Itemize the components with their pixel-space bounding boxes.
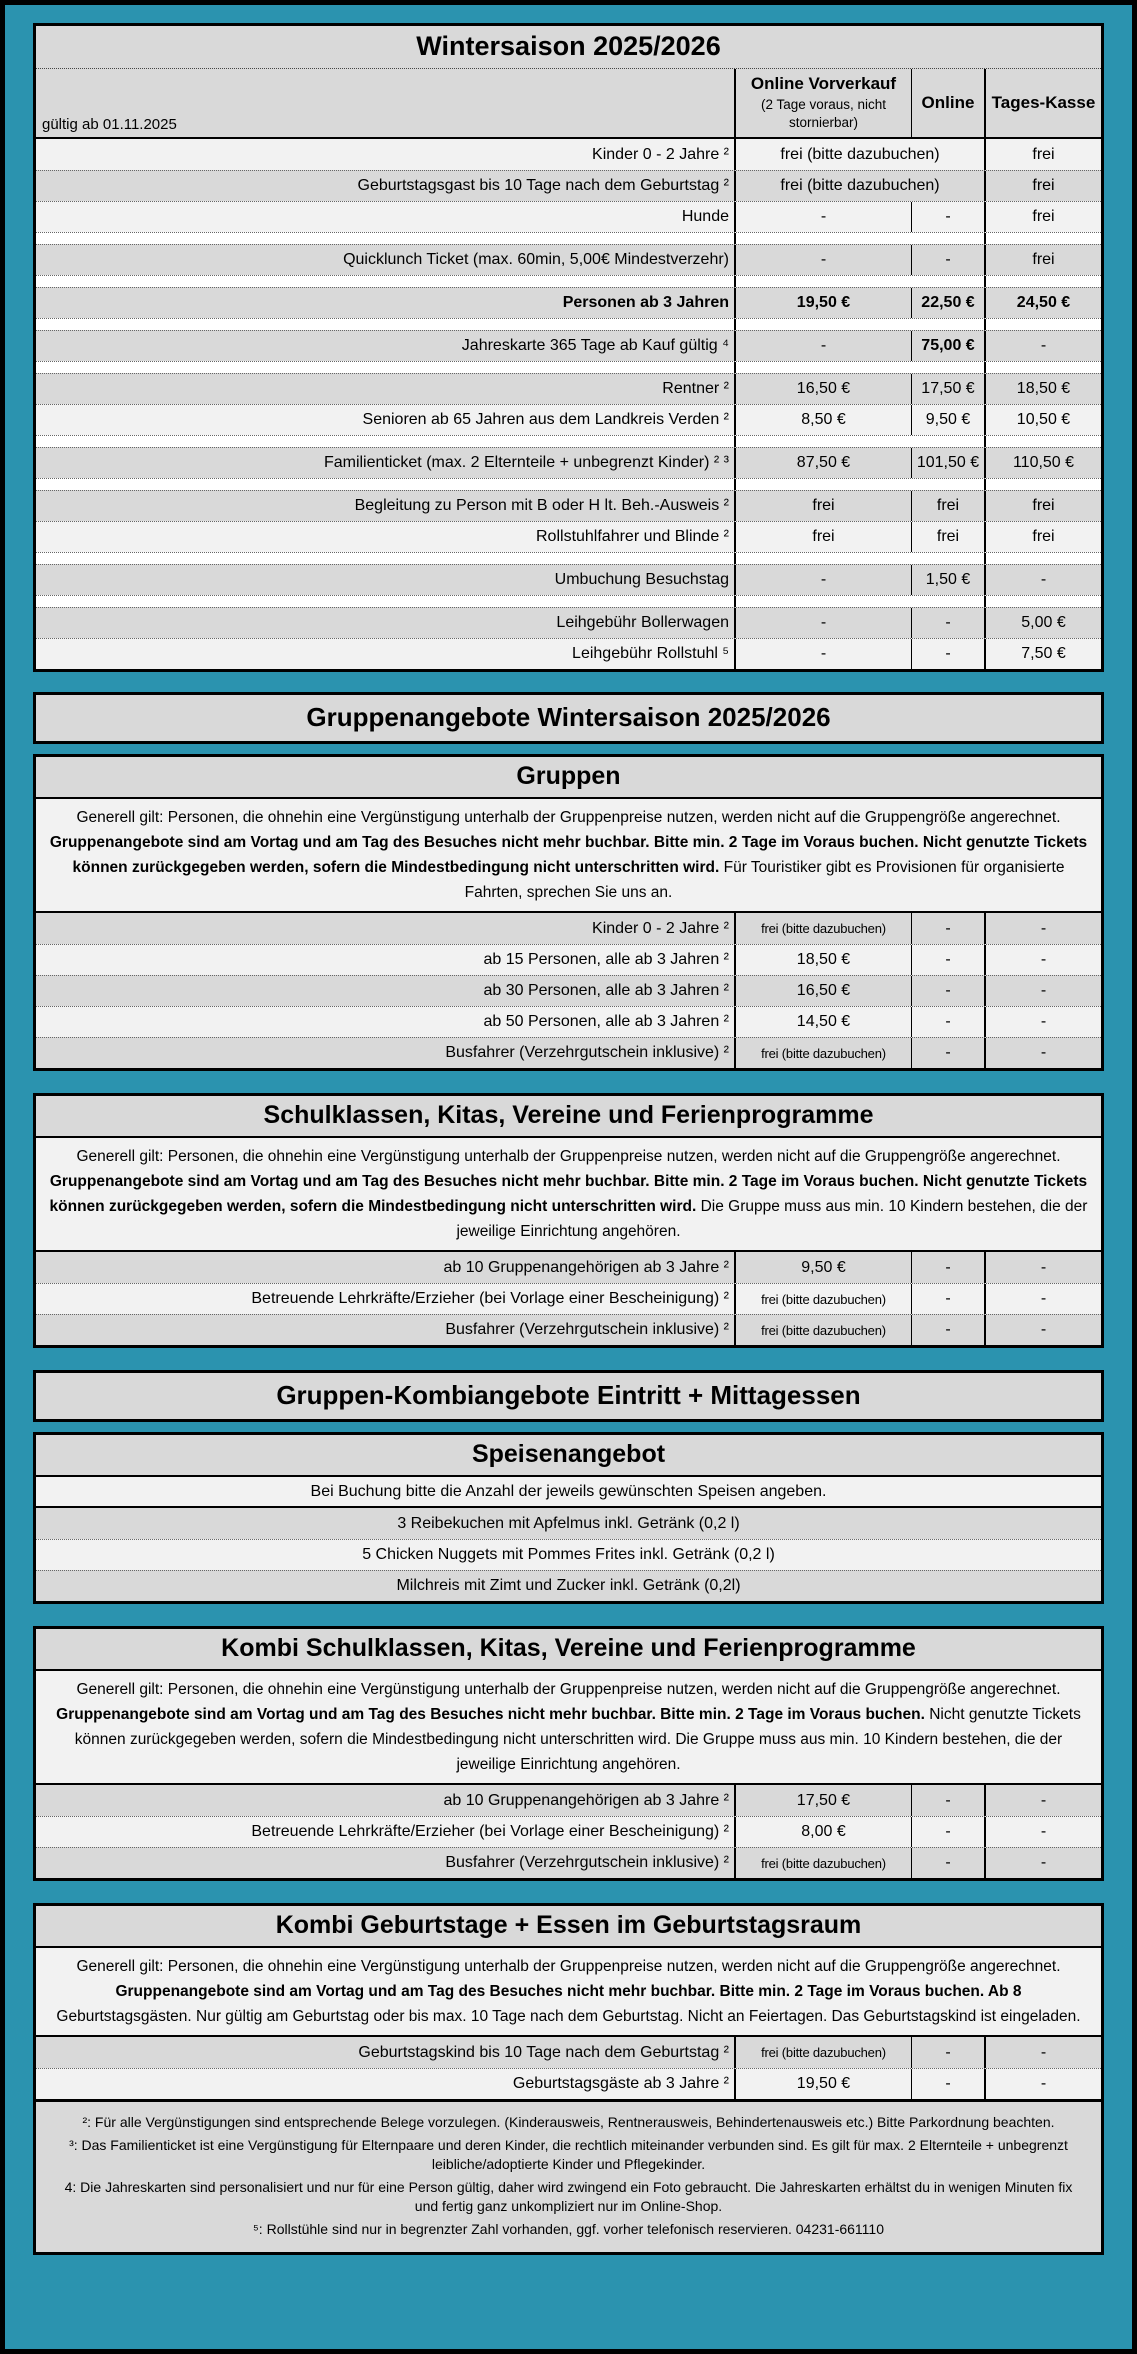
spacer-merged — [734, 479, 984, 490]
section-kombi-schulklassen-rows — [36, 1785, 1101, 1878]
price-online: - — [911, 202, 984, 232]
price-row — [36, 2037, 1101, 2068]
valid-from-note: gültig ab 01.11.2025 — [42, 116, 177, 133]
column-header-online-presale-title: Online Vorverkauf — [750, 74, 897, 94]
row-label: ab 10 Gruppenangehörigen ab 3 Jahre ² — [443, 1258, 729, 1276]
price-presale: 19,50 € — [734, 288, 911, 318]
spacer-merged — [734, 276, 984, 287]
spacer-box-office — [984, 479, 1101, 490]
spacer-row — [36, 318, 1101, 330]
price-box-office: - — [984, 565, 1101, 595]
menu-item: 5 Chicken Nuggets mit Pommes Frites inkl. Getränk (0,2 l) — [36, 1539, 1101, 1570]
price-box-office: - — [984, 1817, 1101, 1847]
section-speisenangebot-title: Speisenangebot — [36, 1435, 1101, 1477]
spacer-row — [36, 478, 1101, 490]
spacer-label — [36, 319, 734, 330]
price-online: - — [911, 1785, 984, 1816]
price-online: - — [911, 608, 984, 638]
spacer-label — [36, 479, 734, 490]
price-row — [36, 607, 1101, 638]
row-label: Umbuchung Besuchstag — [554, 571, 729, 588]
footnote-item: ²: Für alle Vergünstigungen sind entsprechende Belege vorzulegen. (Kinderausweis, Rentnerausweis, Behindertenausweis etc.) Bitte Parkordnung beachten. — [82, 2114, 1055, 2130]
price-row — [36, 1785, 1101, 1816]
price-row — [36, 2068, 1101, 2099]
price-presale: 8,00 € — [734, 1817, 911, 1847]
footnote-item: ⁵: Rollstühle sind nur in begrenzter Zahl vorhanden, ggf. vorher telefonisch reservieren. 04231-661110 — [253, 2220, 884, 2237]
price-box-office: frei — [984, 491, 1101, 521]
price-box-office: - — [984, 1038, 1101, 1068]
price-row — [36, 521, 1101, 552]
price-box-office: 110,50 € — [984, 448, 1101, 478]
price-presale: 9,50 € — [734, 1252, 911, 1283]
row-label: Leihgebühr Rollstuhl ⁵ — [572, 645, 729, 662]
section-kombi-schulklassen-info — [36, 1671, 1101, 1785]
spacer-merged — [734, 436, 984, 447]
info-text-segment: Generell gilt: Personen, die ohnehin eine Vergünstigung unterhalb der Gruppenpreise nutzen, werden nicht auf die Gruppengröße angerechnet. — [76, 809, 1061, 826]
group-offers-banner: Gruppenangebote Wintersaison 2025/2026 — [33, 692, 1104, 744]
price-box-office: frei — [984, 245, 1101, 275]
price-row — [36, 330, 1101, 361]
section-gruppen-info — [36, 799, 1101, 913]
spacer-label — [36, 596, 734, 607]
price-presale: frei (bitte dazubuchen) — [734, 1038, 911, 1068]
info-text-segment: Gruppenangebote sind am Vortag und am Tag des Besuches nicht mehr buchbar. Bitte min. 2 Tage im Voraus buchen. Nicht genutzte Tickets können zurückgegeben werden, sofern die Mindestbedingung nicht unterschritten wird. — [49, 834, 1088, 876]
row-label: Kinder 0 - 2 Jahre ² — [592, 919, 729, 937]
price-box-office: - — [984, 2037, 1101, 2068]
row-label: Geburtstagsgast bis 10 Tage nach dem Geburtstag ² — [357, 177, 729, 194]
spacer-merged — [734, 362, 984, 373]
price-presale: 14,50 € — [734, 1007, 911, 1037]
spacer-box-office — [984, 362, 1101, 373]
price-row — [36, 1816, 1101, 1847]
info-text-segment: Nicht genutzte Tickets können zurückgegeben werden, sofern die Mindestbedingung nicht unterschritten wird. Die Gruppe muss aus min. 10 Kindern bestehen, die der jeweilige Einrichtung angehören. — [74, 1706, 1081, 1773]
price-presale: 17,50 € — [734, 1785, 911, 1816]
row-label: Personen ab 3 Jahren — [562, 294, 729, 311]
menu-item: 3 Reibekuchen mit Apfelmus inkl. Getränk (0,2 l) — [36, 1508, 1101, 1539]
combo-offers-banner: Gruppen-Kombiangebote Eintritt + Mittagessen — [33, 1370, 1104, 1422]
spacer-box-office — [984, 276, 1101, 287]
info-text-segment: Geburtstagsgästen. Nur gültig am Geburtstag oder bis max. 10 Tage nach dem Geburtstag. Nicht an Feiertagen. Das Geburtstagskind ist eingeladen. — [56, 2008, 1081, 2025]
price-box-office: 24,50 € — [984, 288, 1101, 318]
price-presale: - — [734, 565, 911, 595]
price-row — [36, 1283, 1101, 1314]
price-presale: - — [734, 331, 911, 361]
price-box-office: 5,00 € — [984, 608, 1101, 638]
info-text-segment: Die Gruppe muss aus min. 10 Kindern bestehen, die der jeweilige Einrichtung angehören. — [456, 1198, 1088, 1240]
price-box-office: - — [984, 331, 1101, 361]
section-kombi-schulklassen-title: Kombi Schulklassen, Kitas, Vereine und Ferienprogramme — [36, 1629, 1101, 1671]
spacer-row — [36, 232, 1101, 244]
price-online: - — [911, 1252, 984, 1283]
row-label: Hunde — [681, 208, 729, 225]
info-text-segment: Für Touristiker gibt es Provisionen für organisierte Fahrten, sprechen Sie uns an. — [464, 859, 1065, 901]
price-box-office: - — [984, 945, 1101, 975]
price-presale: frei (bitte dazubuchen) — [734, 1848, 911, 1878]
price-box-office: - — [984, 1315, 1101, 1345]
price-presale: - — [734, 639, 911, 669]
price-box-office: - — [984, 2069, 1101, 2099]
price-box-office: - — [984, 1848, 1101, 1878]
info-text-segment: Generell gilt: Personen, die ohnehin eine Vergünstigung unterhalb der Gruppenpreise nutzen, werden nicht auf die Gruppengröße angerechnet. — [76, 1148, 1061, 1165]
price-online: - — [911, 2037, 984, 2068]
section-schulklassen-info — [36, 1138, 1101, 1252]
price-online: 22,50 € — [911, 288, 984, 318]
price-presale: - — [734, 245, 911, 275]
price-presale: frei (bitte dazubuchen) — [734, 913, 911, 944]
row-label: Leihgebühr Bollerwagen — [556, 614, 729, 631]
price-row — [36, 287, 1101, 318]
price-box-office: 10,50 € — [984, 405, 1101, 435]
menu-item: Milchreis mit Zimt und Zucker inkl. Getränk (0,2l) — [36, 1570, 1101, 1601]
row-label: Begleitung zu Person mit B oder H lt. Beh.-Ausweis ² — [354, 497, 729, 514]
price-online: - — [911, 639, 984, 669]
section-schulklassen — [33, 1093, 1104, 1348]
price-row — [36, 1252, 1101, 1283]
footnotes — [36, 2099, 1101, 2252]
price-online: - — [911, 976, 984, 1006]
spacer-box-office — [984, 319, 1101, 330]
price-online: 17,50 € — [911, 374, 984, 404]
price-row — [36, 564, 1101, 595]
price-presale: frei — [734, 491, 911, 521]
section-kombi-geburtstage-info — [36, 1948, 1101, 2037]
price-row — [36, 201, 1101, 232]
price-online: - — [911, 1315, 984, 1345]
row-label: Jahreskarte 365 Tage ab Kauf gültig ⁴ — [461, 337, 729, 354]
column-header-online-presale — [734, 69, 911, 137]
spacer-label — [36, 553, 734, 564]
column-header-online-presale-subtitle: (2 Tage voraus, nicht stornierbar) — [760, 97, 887, 130]
price-presale: 16,50 € — [734, 976, 911, 1006]
price-presale: frei — [734, 522, 911, 552]
price-presale: - — [734, 608, 911, 638]
spacer-box-office — [984, 233, 1101, 244]
price-online: - — [911, 2069, 984, 2099]
spacer-box-office — [984, 436, 1101, 447]
column-header-box-office: Tages-Kasse — [984, 69, 1101, 137]
spacer-label — [36, 436, 734, 447]
menu-item: Bei Buchung bitte die Anzahl der jeweils gewünschten Speisen angeben. — [36, 1477, 1101, 1508]
price-row — [36, 1847, 1101, 1878]
price-online: 101,50 € — [911, 448, 984, 478]
row-label: Betreuende Lehrkräfte/Erzieher (bei Vorlage einer Bescheinigung) ² — [251, 1823, 729, 1840]
main-table-header — [36, 69, 1101, 139]
price-merged: frei (bitte dazubuchen) — [734, 171, 984, 201]
spacer-merged — [734, 319, 984, 330]
row-label: Rollstuhlfahrer und Blinde ² — [536, 528, 729, 545]
price-presale: 19,50 € — [734, 2069, 911, 2099]
spacer-row — [36, 435, 1101, 447]
price-row — [36, 404, 1101, 435]
row-label: Busfahrer (Verzehrgutschein inklusive) ² — [445, 1854, 729, 1871]
price-presale: 8,50 € — [734, 405, 911, 435]
price-online: - — [911, 1038, 984, 1068]
price-presale: - — [734, 202, 911, 232]
price-online: 9,50 € — [911, 405, 984, 435]
price-row — [36, 1314, 1101, 1345]
price-presale: 18,50 € — [734, 945, 911, 975]
spacer-merged — [734, 553, 984, 564]
section-kombi-geburtstage-title: Kombi Geburtstage + Essen im Geburtstagsraum — [36, 1906, 1101, 1948]
spacer-merged — [734, 233, 984, 244]
price-box-office: - — [984, 1284, 1101, 1314]
price-box-office: frei — [984, 202, 1101, 232]
price-box-office: - — [984, 1785, 1101, 1816]
price-box-office: - — [984, 913, 1101, 944]
column-header-online: Online — [911, 69, 984, 137]
menu-rows — [36, 1477, 1101, 1601]
price-online: 75,00 € — [911, 331, 984, 361]
price-row — [36, 139, 1101, 170]
price-row — [36, 975, 1101, 1006]
spacer-row — [36, 361, 1101, 373]
price-box-office: - — [984, 1007, 1101, 1037]
row-label: ab 50 Personen, alle ab 3 Jahren ² — [483, 1013, 729, 1030]
row-label: Rentner ² — [662, 380, 729, 397]
section-gruppen — [33, 754, 1104, 1071]
price-online: - — [911, 913, 984, 944]
info-text-segment: Generell gilt: Personen, die ohnehin eine Vergünstigung unterhalb der Gruppenpreise nutzen, werden nicht auf die Gruppengröße angerechnet. — [76, 1681, 1061, 1698]
price-online: - — [911, 945, 984, 975]
row-label: Familienticket (max. 2 Elternteile + unbegrenzt Kinder) ² ³ — [323, 454, 729, 471]
price-online: frei — [911, 491, 984, 521]
section-kombi-schulklassen — [33, 1626, 1104, 1881]
price-row — [36, 638, 1101, 669]
winter-price-table — [33, 23, 1104, 672]
price-online: - — [911, 1848, 984, 1878]
footnote-item: ³: Das Familienticket ist eine Vergünstigung für Elternpaare und deren Kinder, die rechtlich miteinander verbunden sind. Es gilt für max. 2 Elternteile + unbegrenzt leibliche/adoptierte Kinder und Pflegekinder. — [69, 2136, 1068, 2172]
price-presale: frei (bitte dazubuchen) — [734, 2037, 911, 2068]
price-row — [36, 1006, 1101, 1037]
main-table-title: Wintersaison 2025/2026 — [36, 26, 1101, 69]
price-row — [36, 244, 1101, 275]
info-text-segment: Gruppenangebote sind am Vortag und am Tag des Besuches nicht mehr buchbar. Bitte min. 2 Tage im Voraus buchen. — [56, 1706, 925, 1723]
section-schulklassen-rows — [36, 1252, 1101, 1345]
price-presale: frei (bitte dazubuchen) — [734, 1315, 911, 1345]
row-label: Geburtstagskind bis 10 Tage nach dem Geburtstag ² — [358, 2043, 729, 2061]
price-box-office: 18,50 € — [984, 374, 1101, 404]
price-row — [36, 490, 1101, 521]
price-row — [36, 170, 1101, 201]
info-text-segment: Generell gilt: Personen, die ohnehin eine Vergünstigung unterhalb der Gruppenpreise nutzen, werden nicht auf die Gruppengröße angerechnet. — [76, 1958, 1061, 1975]
price-box-office: frei — [984, 171, 1101, 201]
row-label: Quicklunch Ticket (max. 60min, 5,00€ Mindestverzehr) — [343, 251, 729, 268]
spacer-label — [36, 276, 734, 287]
row-label: Betreuende Lehrkräfte/Erzieher (bei Vorlage einer Bescheinigung) ² — [251, 1290, 729, 1307]
price-row — [36, 944, 1101, 975]
price-online: - — [911, 1007, 984, 1037]
spacer-box-office — [984, 553, 1101, 564]
section-kombi-geburtstage-rows — [36, 2037, 1101, 2099]
main-table-rows — [36, 139, 1101, 669]
row-label: Senioren ab 65 Jahren aus dem Landkreis Verden ² — [362, 411, 729, 428]
spacer-row — [36, 275, 1101, 287]
spacer-label — [36, 233, 734, 244]
price-box-office: 7,50 € — [984, 639, 1101, 669]
price-box-office: frei — [984, 139, 1101, 170]
price-online: 1,50 € — [911, 565, 984, 595]
row-label: ab 30 Personen, alle ab 3 Jahren ² — [483, 982, 729, 999]
price-merged: frei (bitte dazubuchen) — [734, 139, 984, 170]
price-presale: frei (bitte dazubuchen) — [734, 1284, 911, 1314]
row-label: Geburtstagsgäste ab 3 Jahre ² — [512, 2075, 729, 2092]
info-text-segment: Gruppenangebote sind am Vortag und am Tag des Besuches nicht mehr buchbar. Bitte min. 2 Tage im Voraus buchen. Nicht genutzte Tickets können zurückgegeben werden, sofern die Mindestbedingung nicht unterschritten wird. — [49, 1173, 1088, 1215]
price-row — [36, 373, 1101, 404]
price-presale: 87,50 € — [734, 448, 911, 478]
price-online: frei — [911, 522, 984, 552]
section-schulklassen-title: Schulklassen, Kitas, Vereine und Ferienprogramme — [36, 1096, 1101, 1138]
row-label: Kinder 0 - 2 Jahre ² — [592, 145, 729, 163]
price-presale: 16,50 € — [734, 374, 911, 404]
spacer-row — [36, 552, 1101, 564]
price-box-office: - — [984, 976, 1101, 1006]
section-kombi-geburtstage — [33, 1903, 1104, 2255]
row-label: ab 15 Personen, alle ab 3 Jahren ² — [483, 951, 729, 968]
price-online: - — [911, 245, 984, 275]
spacer-box-office — [984, 596, 1101, 607]
footnote-item: 4: Die Jahreskarten sind personalisiert und nur für eine Person gültig, daher wird zwingend ein Foto gebraucht. Die Jahreskarten erhältst du in wenigen Minuten fix und fertig ganz unkompliziert nur im Online-Shop. — [64, 2178, 1073, 2214]
info-text-segment: Gruppenangebote sind am Vortag und am Tag des Besuches nicht mehr buchbar. Bitte min. 2 Tage im Voraus buchen. Ab 8 — [115, 1983, 1022, 2000]
row-label: Busfahrer (Verzehrgutschein inklusive) ² — [445, 1321, 729, 1338]
price-box-office: - — [984, 1252, 1101, 1283]
row-label: Busfahrer (Verzehrgutschein inklusive) ² — [445, 1044, 729, 1061]
price-online: - — [911, 1284, 984, 1314]
price-row — [36, 447, 1101, 478]
spacer-label — [36, 362, 734, 373]
section-gruppen-title: Gruppen — [36, 757, 1101, 799]
spacer-merged — [734, 596, 984, 607]
price-row — [36, 1037, 1101, 1068]
price-row — [36, 913, 1101, 944]
spacer-row — [36, 595, 1101, 607]
section-gruppen-rows — [36, 913, 1101, 1068]
price-online: - — [911, 1817, 984, 1847]
row-label: ab 10 Gruppenangehörigen ab 3 Jahre ² — [443, 1791, 729, 1809]
section-speisenangebot — [33, 1432, 1104, 1604]
price-box-office: frei — [984, 522, 1101, 552]
